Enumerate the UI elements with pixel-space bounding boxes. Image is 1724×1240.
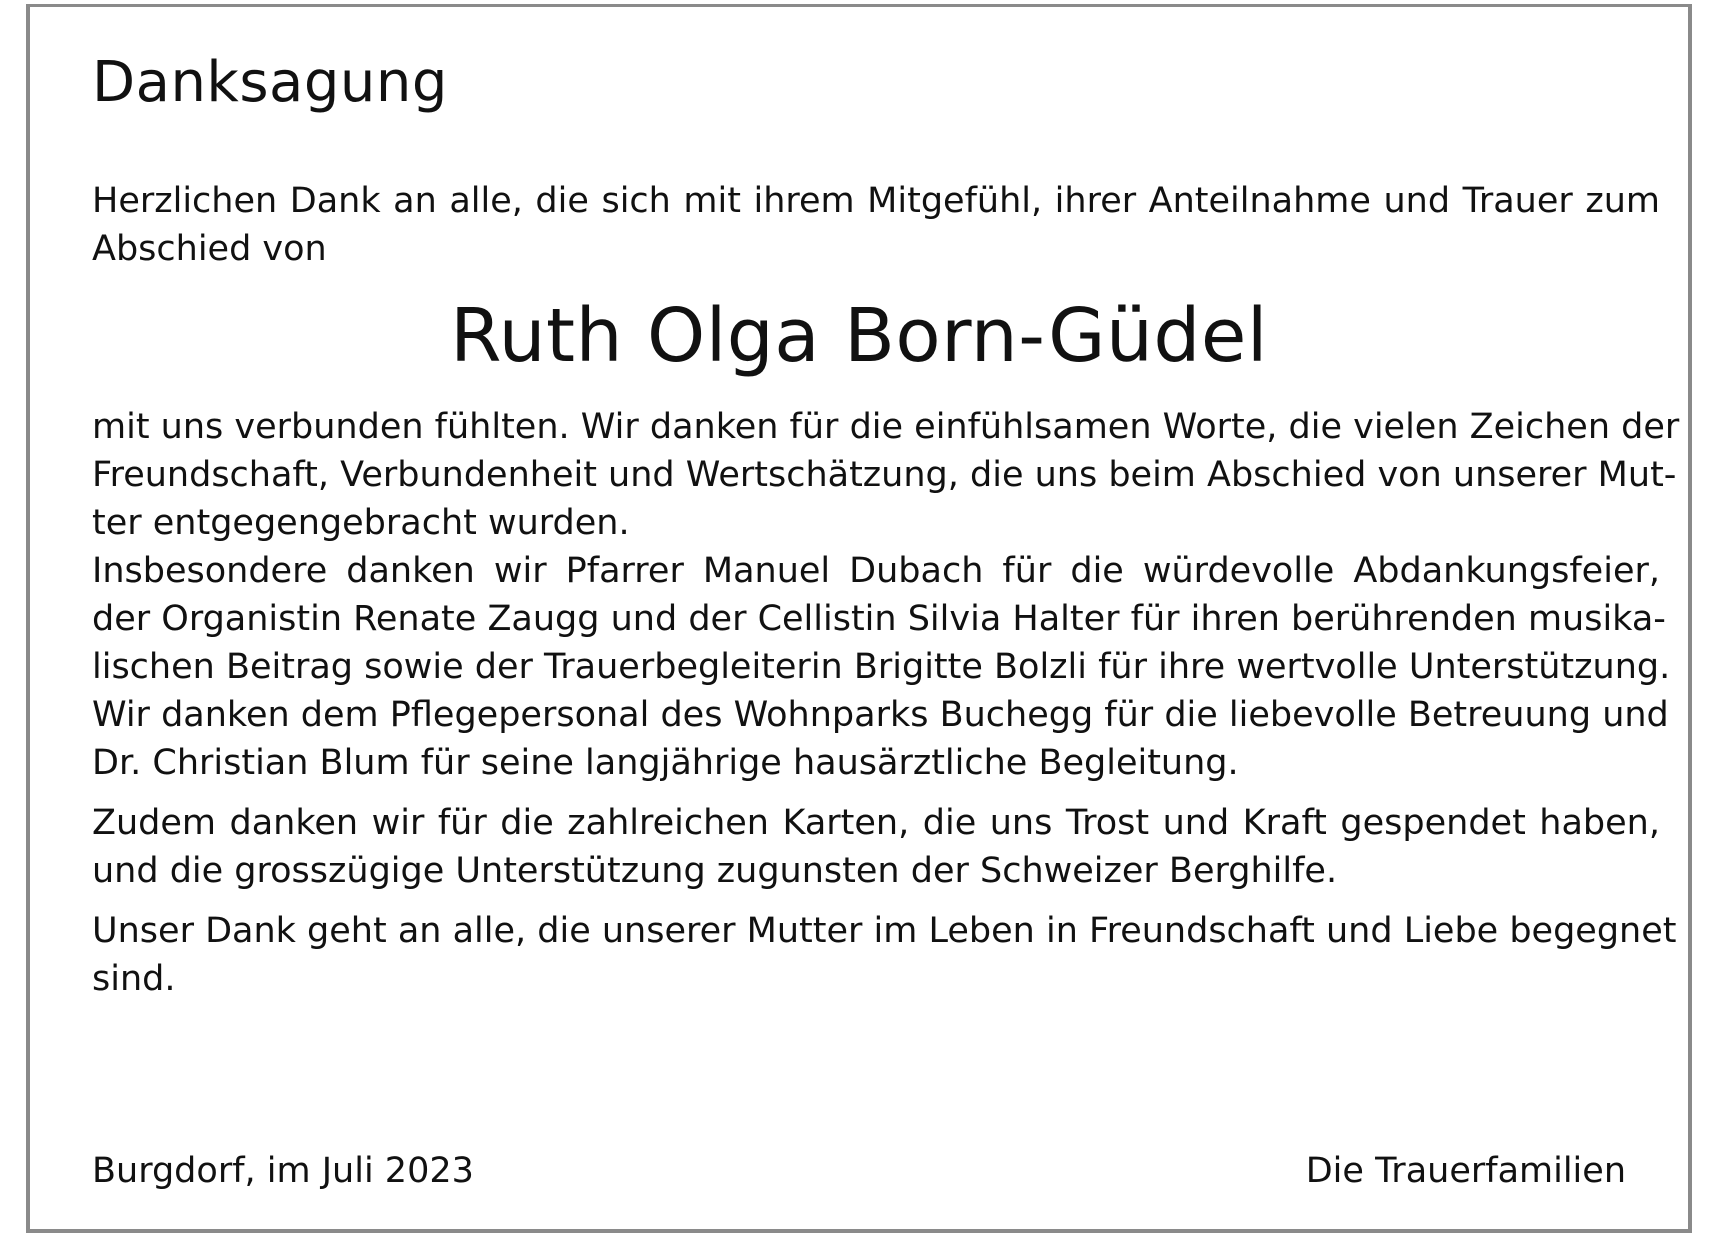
paragraph-line: Wir danken dem Pflegepersonal des Wohnparks Buchegg für die liebevolle Betreuung und <box>92 695 1669 735</box>
paragraph-condolences <box>92 403 1680 547</box>
paragraph-line: mit uns verbunden fühlten. Wir danken für die einfühlsamen Worte, die vielen Zeichen der <box>92 407 1680 447</box>
paragraph-cards <box>92 799 1660 895</box>
intro-paragraph <box>92 177 1660 273</box>
paragraph-line: Zudem danken wir für die zahlreichen Karten, die uns Trost und Kraft gespendet haben, <box>92 803 1660 843</box>
deceased-name: Ruth Olga Born-Güdel <box>450 293 1268 379</box>
paragraph-ceremony <box>92 547 1671 691</box>
paragraph-line: lischen Beitrag sowie der Trauerbegleiterin Brigitte Bolzli für ihre wertvolle Unterstützung. <box>92 647 1671 687</box>
notice-heading: Danksagung <box>92 50 448 115</box>
paragraph-line: Insbesondere danken wir Pfarrer Manuel Dubach für die würdevolle Abdankungsfeier, <box>92 551 1660 591</box>
paragraph-line: Unser Dank geht an alle, die unserer Mutter im Leben in Freundschaft und Liebe begegnet <box>92 911 1677 951</box>
intro-line: Herzlichen Dank an alle, die sich mit ihrem Mitgefühl, ihrer Anteilnahme und Trauer zum <box>92 181 1660 221</box>
paragraph-line: Dr. Christian Blum für seine langjährige hausärztliche Begleitung. <box>92 743 1239 783</box>
intro-line: Abschied von <box>92 229 327 269</box>
paragraph-line: und die grosszügige Unterstützung zugunsten der Schweizer Berghilfe. <box>92 851 1338 891</box>
paragraph-line: sind. <box>92 959 176 999</box>
paragraph-care <box>92 691 1669 787</box>
obituary-notice <box>26 4 1692 1233</box>
signature: Die Trauerfamilien <box>1305 1151 1626 1191</box>
paragraph-line: Freundschaft, Verbundenheit und Wertschätzung, die uns beim Abschied von unserer Mut- <box>92 455 1677 495</box>
paragraph-closing <box>92 907 1677 1003</box>
paragraph-line: der Organistin Renate Zaugg und der Cellistin Silvia Halter für ihren berührenden musika- <box>92 599 1666 639</box>
paragraph-line: ter entgegengebracht wurden. <box>92 503 630 543</box>
place-date: Burgdorf, im Juli 2023 <box>92 1151 474 1191</box>
